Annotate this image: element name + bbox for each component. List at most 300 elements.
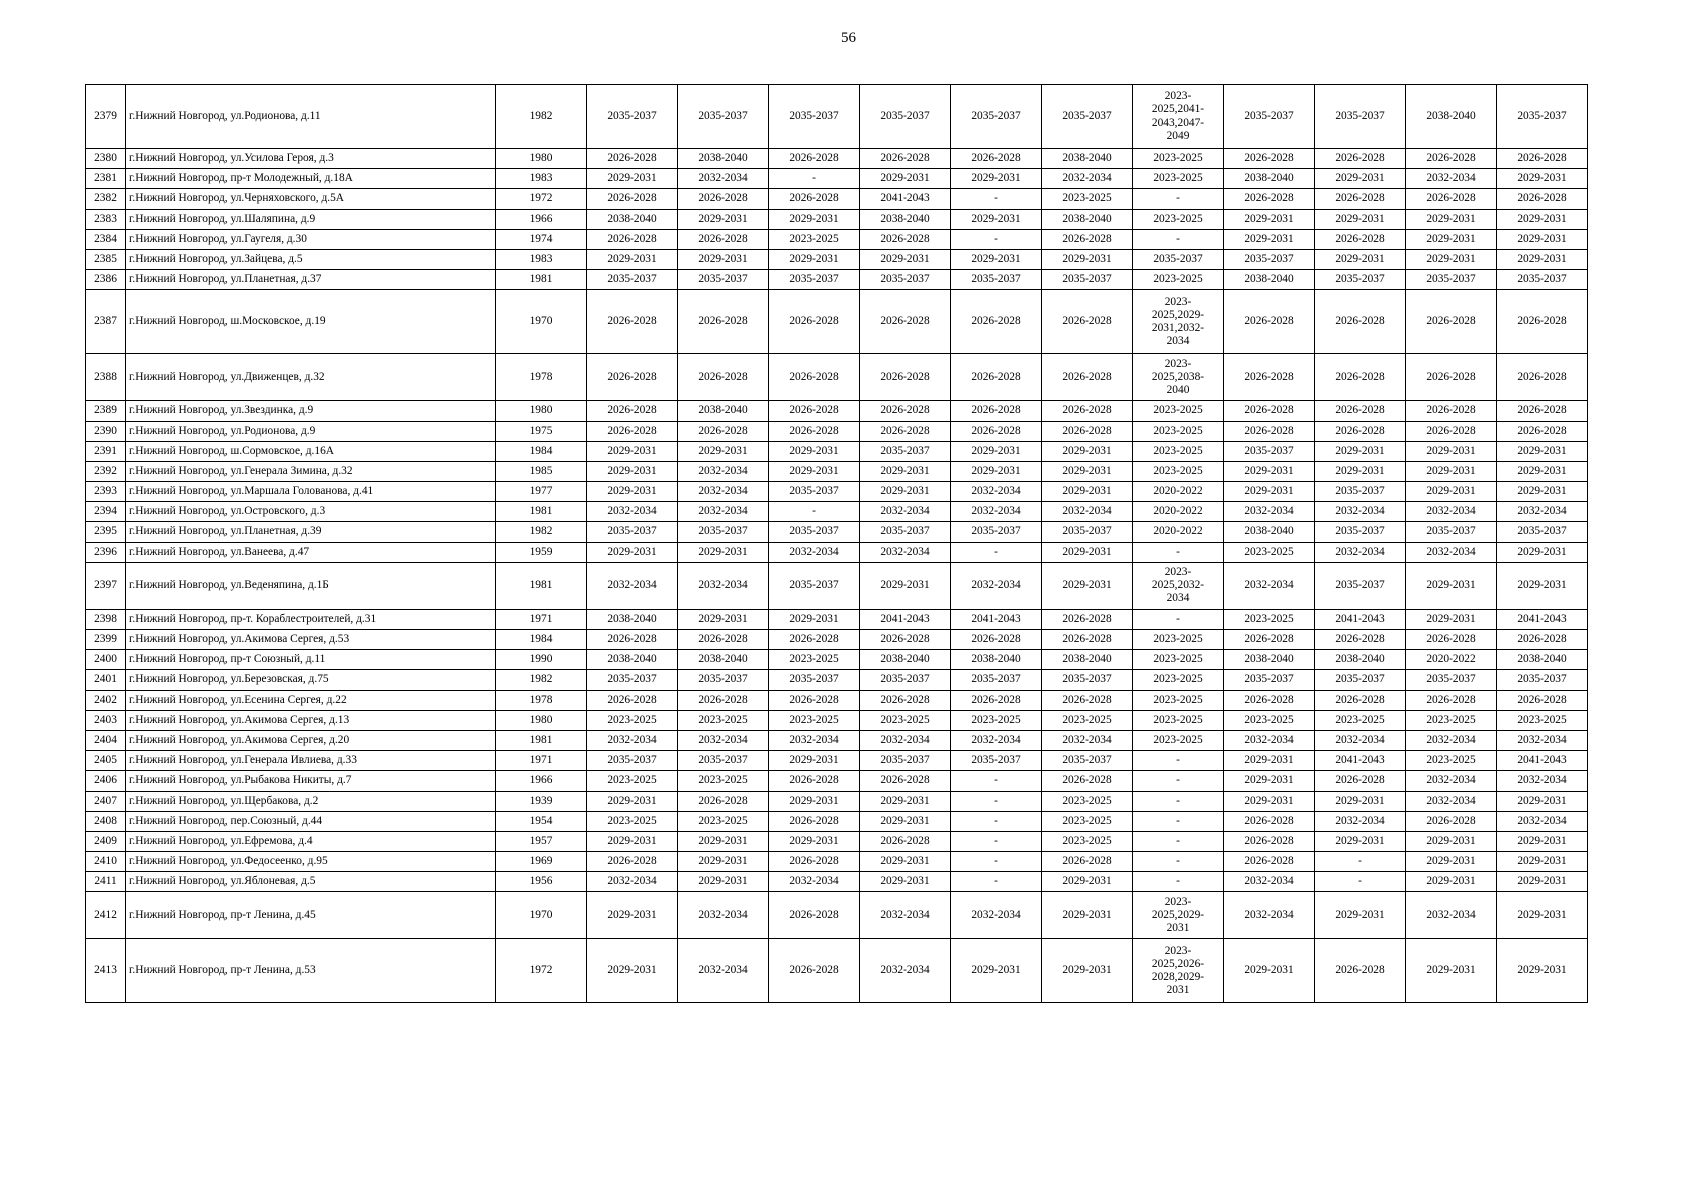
period-cell: 2026-2028 — [1497, 149, 1588, 169]
period-cell: 2029-2031 — [1224, 209, 1315, 229]
address-cell: г.Нижний Новгород, пр-т Ленина, д.45 — [126, 892, 496, 939]
row-number-cell: 2383 — [86, 209, 126, 229]
build-year-cell: 1980 — [496, 149, 587, 169]
period-cell: 2026-2028 — [769, 149, 860, 169]
period-cell: 2041-2043 — [860, 609, 951, 629]
period-cell: 2026-2028 — [769, 189, 860, 209]
period-cell: 2029-2031 — [1042, 542, 1133, 562]
period-cell: 2032-2034 — [1406, 169, 1497, 189]
period-cell — [1133, 892, 1224, 939]
period-cell: 2026-2028 — [1224, 189, 1315, 209]
period-cell: 2029-2031 — [769, 441, 860, 461]
period-cell: 2026-2028 — [587, 421, 678, 441]
address-cell: г.Нижний Новгород, ул.Ванеева, д.47 — [126, 542, 496, 562]
period-cell: 2026-2028 — [587, 852, 678, 872]
address-cell: г.Нижний Новгород, ул.Островского, д.3 — [126, 502, 496, 522]
row-number-cell: 2405 — [86, 751, 126, 771]
period-cell: 2029-2031 — [1315, 441, 1406, 461]
build-year-cell: 1981 — [496, 270, 587, 290]
period-cell: 2032-2034 — [678, 502, 769, 522]
period-cell: 2029-2031 — [1406, 209, 1497, 229]
period-cell: - — [1133, 609, 1224, 629]
table-row — [86, 650, 1588, 670]
period-cell: 2035-2037 — [769, 482, 860, 502]
period-cell: - — [1133, 189, 1224, 209]
period-cell: 2038-2040 — [951, 650, 1042, 670]
address-cell: г.Нижний Новгород, ул.Федосеенко, д.95 — [126, 852, 496, 872]
row-number-cell: 2407 — [86, 791, 126, 811]
period-cell: 2035-2037 — [1042, 751, 1133, 771]
period-cell: 2032-2034 — [1224, 872, 1315, 892]
period-cell — [1133, 290, 1224, 354]
period-line: 2049 — [1166, 129, 1190, 142]
period-cell: 2023-2025 — [678, 811, 769, 831]
period-cell: 2026-2028 — [678, 290, 769, 354]
period-cell: 2041-2043 — [1315, 609, 1406, 629]
period-cell: 2026-2028 — [1042, 290, 1133, 354]
period-cell: 2035-2037 — [587, 85, 678, 149]
row-number-cell: 2406 — [86, 771, 126, 791]
period-cell: 2032-2034 — [951, 562, 1042, 609]
period-cell: 2023-2025 — [1133, 461, 1224, 481]
period-line: 2025,2032- — [1151, 579, 1205, 592]
period-cell: 2032-2034 — [951, 730, 1042, 750]
period-cell: - — [1133, 542, 1224, 562]
period-cell: 2026-2028 — [587, 690, 678, 710]
row-number-cell: 2402 — [86, 690, 126, 710]
period-line: 2028,2029- — [1151, 970, 1205, 983]
period-cell: 2026-2028 — [587, 149, 678, 169]
period-cell: 2035-2037 — [860, 270, 951, 290]
period-line: 2023- — [1164, 895, 1192, 908]
build-year-cell: 1974 — [496, 229, 587, 249]
period-cell: - — [1133, 852, 1224, 872]
build-year-cell: 1985 — [496, 461, 587, 481]
period-cell: 2032-2034 — [1406, 771, 1497, 791]
table-row — [86, 290, 1588, 354]
row-number-cell: 2399 — [86, 630, 126, 650]
period-cell: 2026-2028 — [678, 229, 769, 249]
period-cell: 2029-2031 — [1406, 461, 1497, 481]
period-cell: 2026-2028 — [1042, 771, 1133, 791]
table-row — [86, 872, 1588, 892]
build-year-cell: 1983 — [496, 249, 587, 269]
period-cell: 2023-2025 — [1224, 710, 1315, 730]
period-cell: 2026-2028 — [1315, 630, 1406, 650]
period-cell: 2029-2031 — [1406, 831, 1497, 851]
period-cell: 2038-2040 — [587, 209, 678, 229]
period-cell: 2026-2028 — [587, 354, 678, 401]
row-number-cell: 2412 — [86, 892, 126, 939]
table-row — [86, 461, 1588, 481]
build-year-cell: 1970 — [496, 892, 587, 939]
period-cell: 2032-2034 — [1224, 562, 1315, 609]
period-cell: 2035-2037 — [1406, 670, 1497, 690]
period-cell: 2032-2034 — [1315, 811, 1406, 831]
period-cell: 2029-2031 — [769, 751, 860, 771]
period-line: 2034 — [1166, 334, 1190, 347]
build-year-cell: 1981 — [496, 502, 587, 522]
period-cell: 2032-2034 — [860, 730, 951, 750]
period-cell: 2026-2028 — [769, 690, 860, 710]
period-cell: 2029-2031 — [1497, 939, 1588, 1003]
period-cell: 2026-2028 — [1406, 690, 1497, 710]
row-number-cell: 2387 — [86, 290, 126, 354]
row-number-cell: 2388 — [86, 354, 126, 401]
period-cell: 2029-2031 — [587, 482, 678, 502]
period-cell: 2041-2043 — [1497, 609, 1588, 629]
period-cell: 2029-2031 — [587, 791, 678, 811]
period-cell — [1133, 85, 1224, 149]
period-cell: - — [1315, 872, 1406, 892]
period-cell: 2026-2028 — [860, 831, 951, 851]
period-cell: 2029-2031 — [1406, 229, 1497, 249]
period-cell: 2029-2031 — [769, 831, 860, 851]
period-cell: 2026-2028 — [1315, 354, 1406, 401]
period-cell: 2029-2031 — [1497, 209, 1588, 229]
period-cell: 2020-2022 — [1133, 522, 1224, 542]
period-line: 2025,2026- — [1151, 957, 1205, 970]
period-cell: 2026-2028 — [1315, 189, 1406, 209]
period-cell: 2035-2037 — [587, 522, 678, 542]
period-cell: 2035-2037 — [860, 522, 951, 542]
table-row — [86, 852, 1588, 872]
table-row — [86, 441, 1588, 461]
period-cell: 2026-2028 — [1224, 421, 1315, 441]
period-cell: 2023-2025 — [1042, 811, 1133, 831]
period-cell: 2023-2025 — [1133, 149, 1224, 169]
period-cell — [1133, 354, 1224, 401]
period-cell: 2032-2034 — [678, 730, 769, 750]
period-cell: 2032-2034 — [769, 542, 860, 562]
period-cell: 2029-2031 — [951, 441, 1042, 461]
period-cell: 2023-2025 — [1224, 542, 1315, 562]
period-cell: 2029-2031 — [1042, 249, 1133, 269]
table-row — [86, 690, 1588, 710]
period-cell: 2026-2028 — [769, 290, 860, 354]
period-cell: 2029-2031 — [1042, 872, 1133, 892]
period-cell: - — [951, 229, 1042, 249]
period-cell: 2029-2031 — [860, 791, 951, 811]
period-cell: 2032-2034 — [860, 542, 951, 562]
period-cell: 2032-2034 — [860, 502, 951, 522]
period-cell: 2032-2034 — [678, 461, 769, 481]
period-cell: 2032-2034 — [951, 502, 1042, 522]
period-cell: 2029-2031 — [1406, 482, 1497, 502]
period-cell: 2029-2031 — [1406, 562, 1497, 609]
period-cell: - — [951, 791, 1042, 811]
period-line: 2043,2047- — [1151, 116, 1205, 129]
build-year-cell: 1959 — [496, 542, 587, 562]
address-cell: г.Нижний Новгород, ул.Черняховского, д.5А — [126, 189, 496, 209]
period-cell: 2023-2025 — [1133, 710, 1224, 730]
period-cell: 2035-2037 — [769, 522, 860, 542]
period-cell: 2035-2037 — [769, 670, 860, 690]
build-year-cell: 1978 — [496, 690, 587, 710]
period-cell: 2026-2028 — [587, 401, 678, 421]
period-cell: 2029-2031 — [678, 249, 769, 269]
period-cell: 2029-2031 — [1315, 791, 1406, 811]
row-number-cell: 2403 — [86, 710, 126, 730]
period-cell: - — [951, 852, 1042, 872]
period-cell: 2032-2034 — [769, 872, 860, 892]
row-number-cell: 2381 — [86, 169, 126, 189]
period-cell: 2032-2034 — [678, 892, 769, 939]
period-cell: 2026-2028 — [678, 354, 769, 401]
period-cell: 2023-2025 — [1133, 401, 1224, 421]
row-number-cell: 2379 — [86, 85, 126, 149]
build-year-cell: 1984 — [496, 441, 587, 461]
period-cell: 2029-2031 — [1224, 229, 1315, 249]
period-cell: - — [951, 189, 1042, 209]
build-year-cell: 1966 — [496, 771, 587, 791]
period-cell: 2032-2034 — [1315, 502, 1406, 522]
table-row — [86, 562, 1588, 609]
period-cell: 2023-2025 — [1042, 189, 1133, 209]
period-cell: 2029-2031 — [860, 562, 951, 609]
period-cell: 2026-2028 — [1497, 630, 1588, 650]
period-cell: 2029-2031 — [1224, 791, 1315, 811]
row-number-cell: 2413 — [86, 939, 126, 1003]
period-cell: - — [769, 169, 860, 189]
period-cell: 2035-2037 — [860, 670, 951, 690]
address-cell: г.Нижний Новгород, ул.Яблоневая, д.5 — [126, 872, 496, 892]
table-row — [86, 542, 1588, 562]
period-cell: 2035-2037 — [1042, 85, 1133, 149]
row-number-cell: 2394 — [86, 502, 126, 522]
row-number-cell: 2408 — [86, 811, 126, 831]
period-cell: 2032-2034 — [951, 892, 1042, 939]
period-cell: 2023-2025 — [1133, 730, 1224, 750]
period-cell: 2023-2025 — [1133, 690, 1224, 710]
build-year-cell: 1972 — [496, 939, 587, 1003]
period-cell: 2035-2037 — [769, 85, 860, 149]
period-cell: 2023-2025 — [1133, 650, 1224, 670]
period-cell: 2029-2031 — [1224, 482, 1315, 502]
period-cell: 2026-2028 — [951, 690, 1042, 710]
period-cell: 2026-2028 — [1406, 811, 1497, 831]
period-cell: 2026-2028 — [1406, 421, 1497, 441]
period-cell: 2035-2037 — [951, 670, 1042, 690]
period-cell: 2026-2028 — [769, 421, 860, 441]
row-number-cell: 2395 — [86, 522, 126, 542]
period-cell: 2026-2028 — [769, 401, 860, 421]
period-cell: - — [1133, 751, 1224, 771]
period-cell: 2029-2031 — [860, 482, 951, 502]
table-row — [86, 522, 1588, 542]
address-cell: г.Нижний Новгород, ул.Усилова Героя, д.3 — [126, 149, 496, 169]
period-line: 2023- — [1164, 90, 1192, 103]
period-cell: 2038-2040 — [860, 209, 951, 229]
period-cell: 2026-2028 — [1042, 401, 1133, 421]
period-cell: 2026-2028 — [769, 771, 860, 791]
period-cell: 2023-2025 — [1042, 710, 1133, 730]
table-row — [86, 811, 1588, 831]
period-cell: 2029-2031 — [1315, 249, 1406, 269]
period-cell: 2038-2040 — [1497, 650, 1588, 670]
build-year-cell: 1980 — [496, 710, 587, 730]
period-cell: 2026-2028 — [951, 354, 1042, 401]
period-cell: 2026-2028 — [1042, 852, 1133, 872]
period-cell: 2038-2040 — [678, 401, 769, 421]
period-line: 2031 — [1166, 921, 1190, 934]
build-year-cell: 1977 — [496, 482, 587, 502]
build-year-cell: 1982 — [496, 670, 587, 690]
period-cell: 2026-2028 — [587, 290, 678, 354]
period-cell: 2041-2043 — [1315, 751, 1406, 771]
period-cell: - — [951, 831, 1042, 851]
period-cell: 2026-2028 — [951, 290, 1042, 354]
period-cell: 2023-2025 — [1406, 751, 1497, 771]
period-cell: 2029-2031 — [951, 169, 1042, 189]
period-cell: 2035-2037 — [1042, 522, 1133, 542]
period-cell: 2029-2031 — [1406, 441, 1497, 461]
period-cell: 2032-2034 — [1406, 730, 1497, 750]
address-cell: г.Нижний Новгород, ул.Березовская, д.75 — [126, 670, 496, 690]
period-cell: 2023-2025 — [587, 710, 678, 730]
table-row — [86, 85, 1588, 149]
period-cell: 2026-2028 — [1315, 290, 1406, 354]
row-number-cell: 2393 — [86, 482, 126, 502]
period-cell: 2026-2028 — [860, 229, 951, 249]
period-cell: 2035-2037 — [1315, 522, 1406, 542]
period-cell: 2035-2037 — [1497, 670, 1588, 690]
period-cell: - — [1133, 791, 1224, 811]
table-row — [86, 939, 1588, 1003]
period-cell: 2023-2025 — [769, 229, 860, 249]
period-cell: 2026-2028 — [860, 149, 951, 169]
address-cell: г.Нижний Новгород, ул.Звездинка, д.9 — [126, 401, 496, 421]
period-cell: 2035-2037 — [769, 270, 860, 290]
period-cell: 2026-2028 — [769, 939, 860, 1003]
period-cell: 2038-2040 — [1224, 522, 1315, 542]
period-cell: 2023-2025 — [1133, 630, 1224, 650]
housing-repair-schedule-table — [85, 84, 1588, 1003]
address-cell: г.Нижний Новгород, ул.Рыбакова Никиты, д.7 — [126, 771, 496, 791]
period-cell: 2026-2028 — [1315, 149, 1406, 169]
period-cell: 2029-2031 — [1224, 461, 1315, 481]
table-row — [86, 189, 1588, 209]
period-cell: 2029-2031 — [860, 872, 951, 892]
table-row — [86, 249, 1588, 269]
row-number-cell: 2396 — [86, 542, 126, 562]
period-cell: 2029-2031 — [678, 609, 769, 629]
period-cell: 2029-2031 — [678, 872, 769, 892]
period-cell: 2026-2028 — [860, 401, 951, 421]
period-cell: 2038-2040 — [587, 650, 678, 670]
period-cell: 2026-2028 — [951, 149, 1042, 169]
period-cell: 2029-2031 — [1406, 939, 1497, 1003]
row-number-cell: 2401 — [86, 670, 126, 690]
period-cell: 2029-2031 — [1497, 872, 1588, 892]
period-cell: 2035-2037 — [678, 751, 769, 771]
period-cell: 2032-2034 — [1497, 730, 1588, 750]
period-cell: 2035-2037 — [1406, 270, 1497, 290]
build-year-cell: 1970 — [496, 290, 587, 354]
table-row — [86, 421, 1588, 441]
period-cell: 2026-2028 — [860, 290, 951, 354]
row-number-cell: 2391 — [86, 441, 126, 461]
period-cell: 2038-2040 — [1042, 209, 1133, 229]
period-cell: 2029-2031 — [678, 441, 769, 461]
period-cell: 2026-2028 — [951, 401, 1042, 421]
period-cell: 2032-2034 — [769, 730, 860, 750]
period-line: 2023- — [1164, 566, 1192, 579]
period-cell: 2029-2031 — [1042, 461, 1133, 481]
period-cell: 2029-2031 — [951, 461, 1042, 481]
period-cell: 2023-2025 — [1133, 441, 1224, 461]
address-cell: г.Нижний Новгород, ул.Веденяпина, д.1Б — [126, 562, 496, 609]
period-cell: 2023-2025 — [1133, 270, 1224, 290]
period-cell: 2029-2031 — [951, 209, 1042, 229]
address-cell: г.Нижний Новгород, ул.Гаугеля, д.30 — [126, 229, 496, 249]
period-cell: 2020-2022 — [1406, 650, 1497, 670]
period-cell: 2032-2034 — [1406, 892, 1497, 939]
period-cell: 2032-2034 — [1224, 730, 1315, 750]
table-row — [86, 229, 1588, 249]
row-number-cell: 2400 — [86, 650, 126, 670]
period-cell: 2026-2028 — [1406, 354, 1497, 401]
period-cell: 2029-2031 — [678, 831, 769, 851]
build-year-cell: 1975 — [496, 421, 587, 441]
period-cell: 2035-2037 — [860, 441, 951, 461]
period-cell: 2026-2028 — [1406, 630, 1497, 650]
address-cell: г.Нижний Новгород, ул.Генерала Зимина, д.32 — [126, 461, 496, 481]
period-cell: 2035-2037 — [1224, 249, 1315, 269]
address-cell: г.Нижний Новгород, ул.Ефремова, д.4 — [126, 831, 496, 851]
period-cell: 2041-2043 — [860, 189, 951, 209]
period-cell: 2035-2037 — [951, 751, 1042, 771]
period-cell: 2023-2025 — [587, 771, 678, 791]
row-number-cell: 2411 — [86, 872, 126, 892]
period-cell: 2029-2031 — [1497, 892, 1588, 939]
period-cell: 2029-2031 — [1406, 609, 1497, 629]
period-cell: 2023-2025 — [860, 710, 951, 730]
build-year-cell: 1969 — [496, 852, 587, 872]
period-cell: 2026-2028 — [860, 630, 951, 650]
period-cell: 2026-2028 — [1315, 401, 1406, 421]
period-cell: 2026-2028 — [1406, 290, 1497, 354]
period-cell: 2023-2025 — [1133, 421, 1224, 441]
period-cell: 2029-2031 — [678, 209, 769, 229]
period-cell: 2020-2022 — [1133, 502, 1224, 522]
period-line: 2025,2029- — [1151, 308, 1205, 321]
period-cell: 2035-2037 — [1042, 670, 1133, 690]
period-cell: 2035-2037 — [678, 85, 769, 149]
period-cell: 2032-2034 — [1224, 892, 1315, 939]
period-cell: 2032-2034 — [678, 562, 769, 609]
table-row — [86, 710, 1588, 730]
period-cell: 2035-2037 — [587, 270, 678, 290]
row-number-cell: 2384 — [86, 229, 126, 249]
period-cell: - — [951, 542, 1042, 562]
period-cell: 2023-2025 — [678, 710, 769, 730]
period-cell: 2029-2031 — [1497, 852, 1588, 872]
period-cell: 2041-2043 — [951, 609, 1042, 629]
row-number-cell: 2409 — [86, 831, 126, 851]
period-cell: 2035-2037 — [1315, 670, 1406, 690]
address-cell: г.Нижний Новгород, ул.Акимова Сергея, д.13 — [126, 710, 496, 730]
period-cell: 2029-2031 — [769, 249, 860, 269]
period-cell: 2026-2028 — [1224, 831, 1315, 851]
period-cell: 2029-2031 — [860, 249, 951, 269]
period-cell: 2026-2028 — [769, 811, 860, 831]
period-cell: 2026-2028 — [951, 421, 1042, 441]
table-row — [86, 401, 1588, 421]
period-cell: - — [1133, 872, 1224, 892]
period-cell: 2023-2025 — [1133, 169, 1224, 189]
period-cell: 2029-2031 — [678, 852, 769, 872]
